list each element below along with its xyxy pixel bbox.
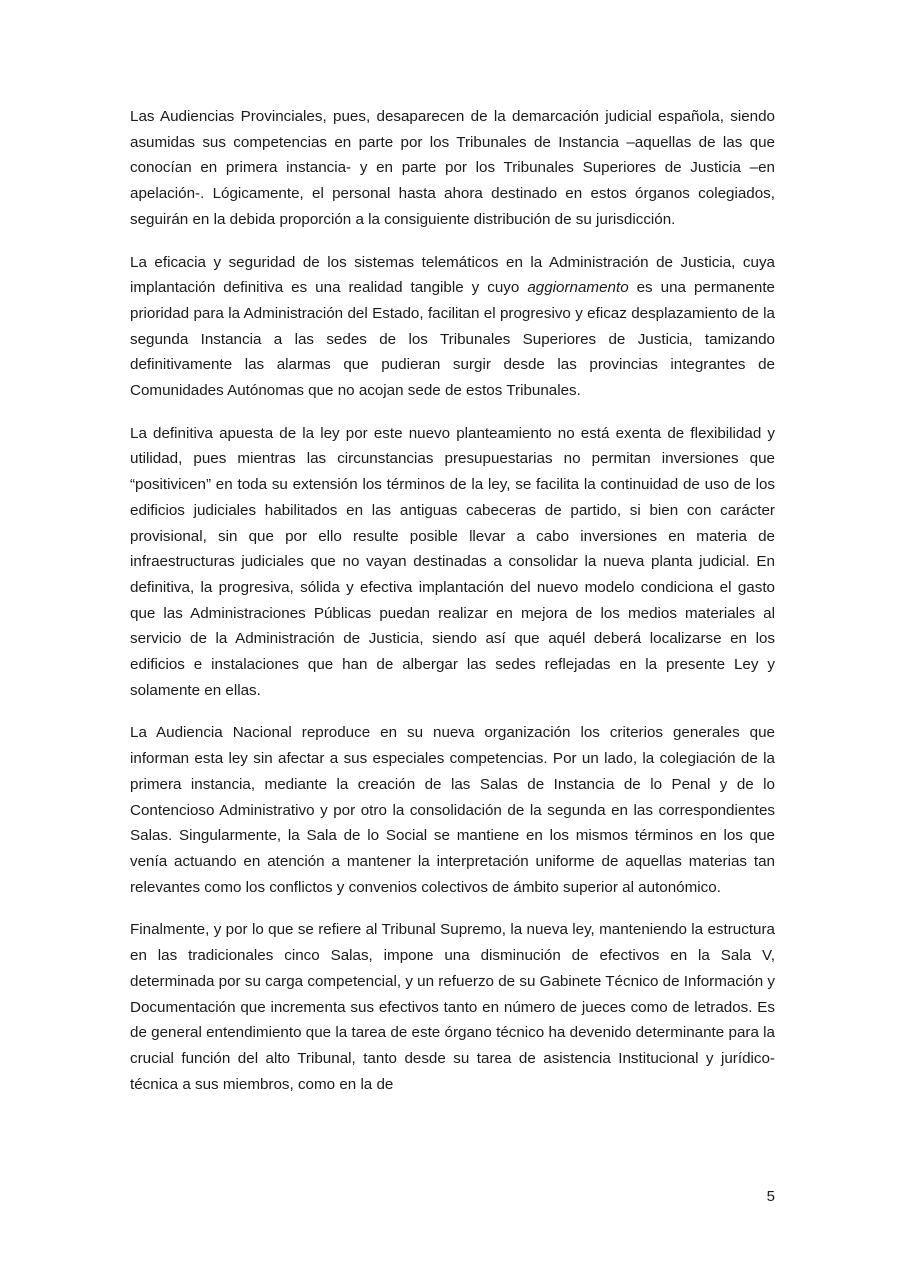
paragraph-sistemas-telematicos	[130, 250, 775, 404]
paragraph-text-segment: La eficacia y seguridad de los sistemas telemáticos en la Administración de Justicia, cuya implantación definitiva es una realidad tangible y cuyo	[130, 253, 775, 297]
document-body	[130, 104, 775, 1114]
italic-term: aggiornamento	[527, 279, 629, 297]
paragraph-definitiva-apuesta: La definitiva apuesta de la ley por este nuevo planteamiento no está exenta de flexibilidad y utilidad, pues mientras las circunstancias presupuestarias no permitan inversiones que “positivicen” en toda su extensión los términos de la ley, se facilita la continuidad de uso de los edificios judiciales habilitados en las antiguas cabeceras de partido, si bien con carácter provisional, sin que por ello resulte posible llevar a cabo inversiones en materia de infraestructuras judiciales que no vayan destinadas a consolidar la nueva planta judicial. En definitiva, la progresiva, sólida y efectiva implantación del nuevo modelo condiciona el gasto que las Administraciones Públicas puedan realizar en mejora de los medios materiales al servicio de la Administración de Justicia, siendo así que aquél deberá localizarse en los edificios e instalaciones que han de albergar las sedes reflejadas en la presente Ley y solamente en ellas.	[130, 424, 775, 699]
paragraph-text-segment: es una permanente prioridad para la Administración del Estado, facilitan el progresivo y eficaz desplazamiento de la segunda Instancia a las sedes de los Tribunales Superiores de Justicia, tamizando definitivamente las alarmas que pudieran surgir desde las provincias integrantes de Comunidades Autónomas que no acojan sede de estos Tribunales.	[130, 279, 776, 400]
page-number: 5	[766, 1188, 775, 1205]
paragraph-tribunal-supremo: Finalmente, y por lo que se refiere al Tribunal Supremo, la nueva ley, manteniendo la estructura en las tradicionales cinco Salas, impone una disminución de efectivos en la Sala V, determinada por su carga competencial, y un refuerzo de su Gabinete Técnico de Información y Documentación que incrementa sus efectivos tanto en número de jueces como de letrados. Es de general entendimiento que la tarea de este órgano técnico ha devenido determinante para la crucial función del alto Tribunal, tanto desde su tarea de asistencia Institucional y jurídico-técnica a sus miembros, como en la de	[130, 921, 775, 1093]
paragraph-audiencia-nacional: La Audiencia Nacional reproduce en su nueva organización los criterios generales que informan esta ley sin afectar a sus especiales competencias. Por un lado, la colegiación de la primera instancia, mediante la creación de las Salas de Instancia de lo Penal y de lo Contencioso Administrativo y por otro la consolidación de la segunda en las correspondientes Salas. Singularmente, la Sala de lo Social se mantiene en los mismos términos en los que venía actuando en atención a mantener la interpretación uniforme de aquellas materias tan relevantes como los conflictos y convenios colectivos de ámbito superior al autonómico.	[130, 724, 775, 896]
paragraph-audiencias-provinciales: Las Audiencias Provinciales, pues, desaparecen de la demarcación judicial española, siendo asumidas sus competencias en parte por los Tribunales de Instancia –aquellas de las que conocían en primera instancia- y en parte por los Tribunales Superiores de Justicia –en apelación-. Lógicamente, el personal hasta ahora destinado en estos órganos colegiados, seguirán en la debida proporción a la consiguiente distribución de su jurisdicción.	[130, 108, 775, 228]
